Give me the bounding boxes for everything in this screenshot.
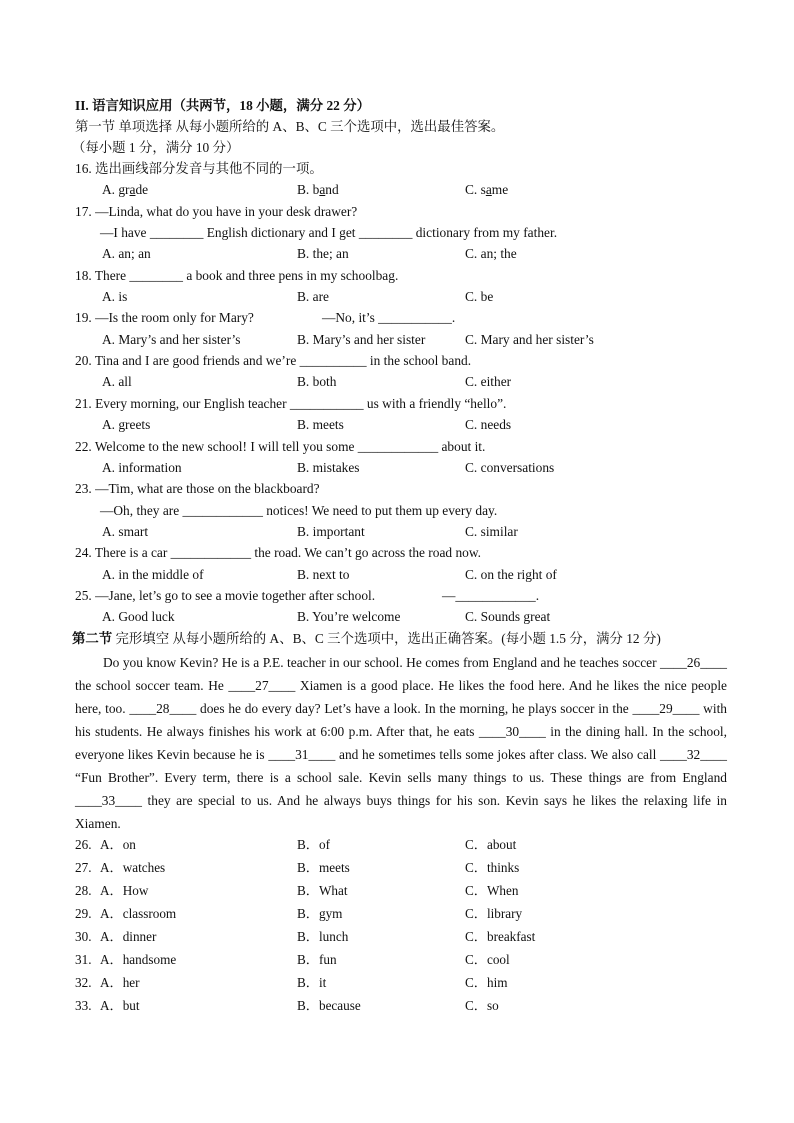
cloze-30-number: 30. — [75, 929, 92, 944]
section-header: II. 语言知识应用（共两节，18 小题，满分 22 分） — [75, 98, 370, 113]
cloze-29-option-c: C．library — [465, 906, 523, 921]
cloze-passage: Do you know Kevin? He is a P.E. teacher in our school. He comes from England and he teaches soccer ____26____ the school soccer team. He ____27____ Xiamen is a good place. He likes the food here. And he likes the nice people here, too. ____28____ does he do every day? Let’s have a look. In the morning, he plays soccer in the ____29____ with his students. He always finishes his work at 6:00 p.m. After that, he eats ____30____ in the dining hall. In the school, everyone likes Kevin because he is ____31____ and he sometimes tells some jokes after class. We also call ____32____ “Fun Brother”. Every term, there is a school sale. Kevin sells many things to us. These things are from England ____33____ they are special to us. And he always buys things for his son. Kevin says he likes the relaxing life in Xiamen. — [75, 655, 727, 831]
q23-option-b: B. important — [297, 524, 365, 539]
q24-option-c: C. on the right of — [465, 567, 557, 582]
q22-option-c: C. conversations — [465, 460, 555, 475]
cloze-29-number: 29. — [75, 906, 92, 921]
cloze-33-option-a: A．but — [100, 998, 140, 1013]
q19-option-c: C. Mary and her sister’s — [465, 332, 594, 347]
q22-stem: 22. Welcome to the new school! I will tell you some ____________ about it. — [75, 439, 486, 454]
q16-option-a: A. grade — [102, 182, 149, 197]
cloze-31-option-c: C．cool — [465, 952, 510, 967]
cloze-29-option-b: B．gym — [297, 906, 343, 921]
cloze-26-number: 26. — [75, 837, 92, 852]
cloze-26-option-c: C．about — [465, 837, 517, 852]
cloze-30-option-c: C．breakfast — [465, 929, 536, 944]
q19-stem: 19. —Is the room only for Mary? — [75, 310, 254, 325]
q19-option-a: A. Mary’s and her sister’s — [102, 332, 241, 347]
q23-line2: —Oh, they are ____________ notices! We need to put them up every day. — [100, 503, 498, 518]
cloze-33-option-c: C．so — [465, 998, 499, 1013]
cloze-31-option-b: B．fun — [297, 952, 337, 967]
q21-option-c: C. needs — [465, 417, 512, 432]
cloze-30-option-b: B．lunch — [297, 929, 349, 944]
q23-option-a: A. smart — [102, 524, 149, 539]
q25-option-b: B. You’re welcome — [297, 609, 401, 624]
cloze-27-number: 27. — [75, 860, 92, 875]
q21-option-b: B. meets — [297, 417, 344, 432]
cloze-28-option-a: A．How — [100, 883, 149, 898]
cloze-28-option-c: C．When — [465, 883, 519, 898]
cloze-27-option-b: B．meets — [297, 860, 350, 875]
q16-option-c: C. same — [465, 182, 509, 197]
q20-stem: 20. Tina and I are good friends and we’re __________ in the school band. — [75, 353, 472, 368]
cloze-33-option-b: B．because — [297, 998, 361, 1013]
q18-stem: 18. There ________ a book and three pens in my schoolbag. — [75, 268, 399, 283]
q23-stem: 23. —Tim, what are those on the blackboard? — [75, 481, 320, 496]
part2-instruction: 完形填空 从每小题所给的 A、B、C 三个选项中，选出正确答案。(每小题 1.5 分，满分 12 分) — [115, 631, 661, 646]
part1-title: 第一节 — [75, 119, 116, 134]
q17-line2: —I have ________ English dictionary and I get ________ dictionary from my father. — [100, 225, 558, 240]
q25-option-c: C. Sounds great — [465, 609, 551, 624]
q17-option-a: A. an; an — [102, 246, 151, 261]
q17-option-c: C. an; the — [465, 246, 517, 261]
q20-option-a: A. all — [102, 374, 132, 389]
q17-option-b: B. the; an — [297, 246, 349, 261]
q25-stem: 25. —Jane, let’s go to see a movie together after school. — [75, 588, 376, 603]
q23-option-c: C. similar — [465, 524, 518, 539]
q21-stem: 21. Every morning, our English teacher ___________ us with a friendly “hello”. — [75, 396, 507, 411]
q21-option-a: A. greets — [102, 417, 151, 432]
q19-reply: —No, it’s ___________. — [322, 310, 456, 325]
cloze-33-number: 33. — [75, 998, 92, 1013]
cloze-27-option-c: C．thinks — [465, 860, 520, 875]
cloze-26-option-a: A．on — [100, 837, 136, 852]
part1-score: （每小题 1 分，满分 10 分） — [72, 140, 240, 155]
cloze-32-number: 32. — [75, 975, 92, 990]
q20-option-c: C. either — [465, 374, 512, 389]
cloze-29-option-a: A．classroom — [100, 906, 177, 921]
q18-option-b: B. are — [297, 289, 329, 304]
cloze-28-option-b: B．What — [297, 883, 348, 898]
q20-option-b: B. both — [297, 374, 337, 389]
cloze-28-number: 28. — [75, 883, 92, 898]
cloze-31-option-a: A．handsome — [100, 952, 177, 967]
part2-heading — [72, 630, 661, 648]
cloze-31-number: 31. — [75, 952, 92, 967]
q24-option-a: A. in the middle of — [102, 567, 204, 582]
q25-option-a: A. Good luck — [102, 609, 175, 624]
part1-heading — [75, 118, 504, 136]
cloze-32-option-b: B．it — [297, 975, 327, 990]
cloze-32-option-a: A．her — [100, 975, 140, 990]
q22-option-a: A. information — [102, 460, 182, 475]
part2-title: 第二节 — [72, 631, 113, 646]
cloze-27-option-a: A．watches — [100, 860, 166, 875]
q22-option-b: B. mistakes — [297, 460, 360, 475]
q16-stem: 16. 选出画线部分发音与其他不同的一项。 — [75, 161, 323, 176]
cloze-26-option-b: B．of — [297, 837, 330, 852]
q17-stem: 17. —Linda, what do you have in your desk drawer? — [75, 204, 358, 219]
cloze-32-option-c: C．him — [465, 975, 508, 990]
q16-option-b: B. band — [297, 182, 339, 197]
q18-option-a: A. is — [102, 289, 128, 304]
cloze-30-option-a: A．dinner — [100, 929, 157, 944]
q24-stem: 24. There is a car ____________ the road. We can’t go across the road now. — [75, 545, 481, 560]
q19-option-b: B. Mary’s and her sister — [297, 332, 426, 347]
q24-option-b: B. next to — [297, 567, 350, 582]
q25-reply: —____________. — [442, 588, 540, 603]
q18-option-c: C. be — [465, 289, 494, 304]
part1-instruction: 单项选择 从每小题所给的 A、B、C 三个选项中，选出最佳答案。 — [118, 119, 505, 134]
